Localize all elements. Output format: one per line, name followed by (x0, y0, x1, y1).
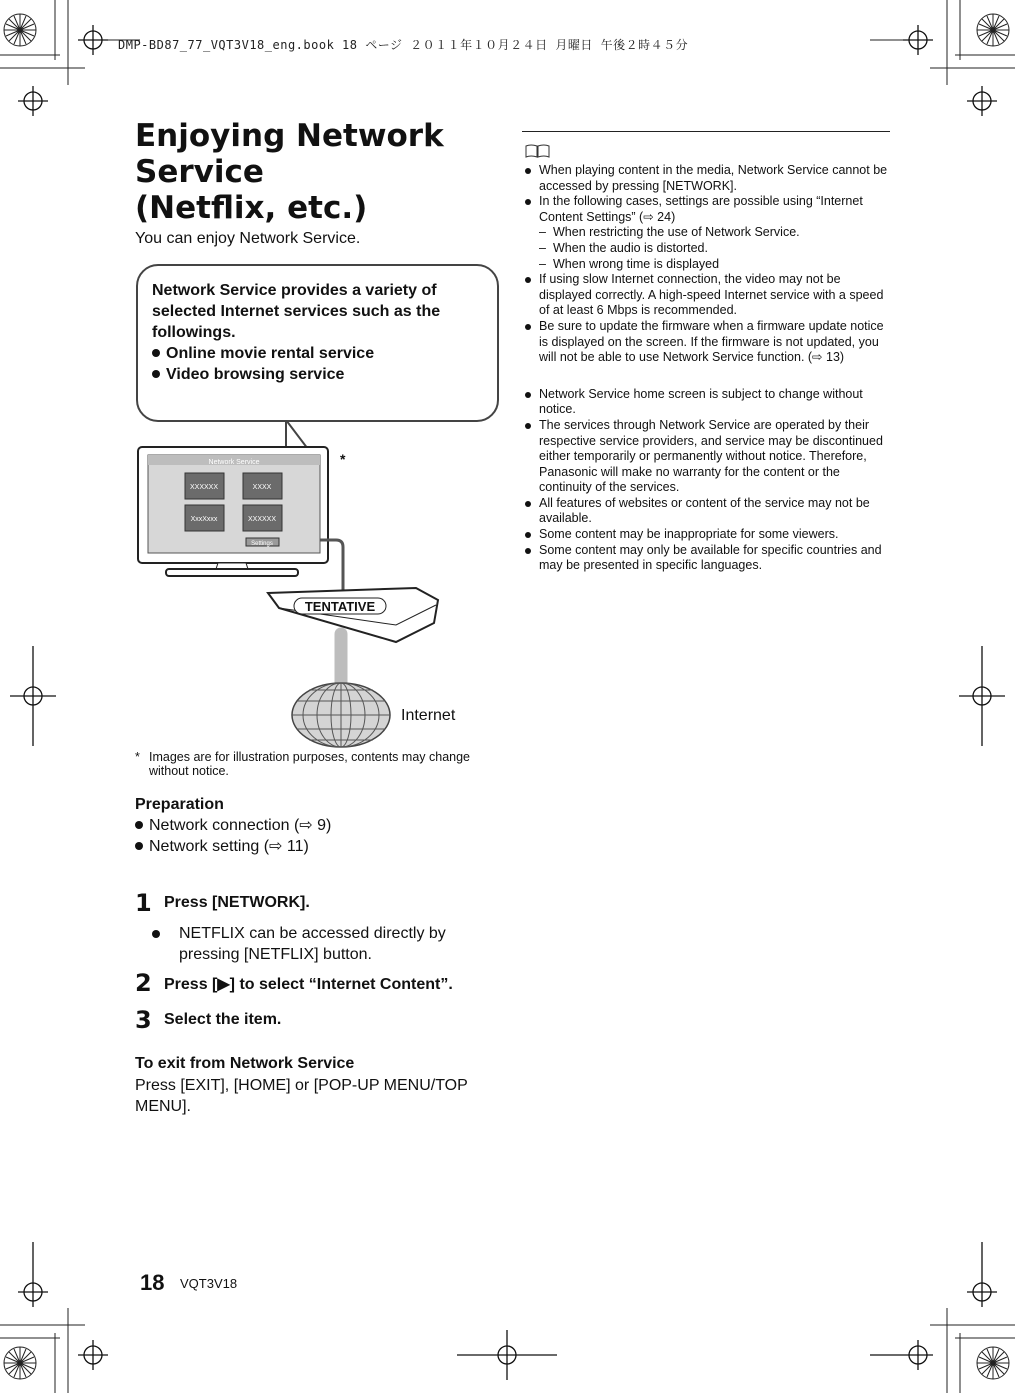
note-item: All features of websites or content of the service may not be available. (525, 496, 890, 527)
bullet-icon (525, 501, 531, 507)
step-1-note: NETFLIX can be accessed directly by pressing [NETFLIX] button. (152, 923, 482, 965)
internet-globe-icon (292, 683, 390, 747)
illustration-footnote (135, 750, 505, 778)
note-item: Some content may only be available for specific countries and may be presented in specific languages. (525, 543, 890, 574)
bubble-text: Network Service provides a variety of selected Internet services such as the followings. (152, 282, 441, 341)
note-item: When playing content in the media, Network Service cannot be accessed by pressing [NETWORK]. (525, 163, 890, 194)
page-number: 18 (140, 1270, 165, 1295)
title-line-3: (Netflix, etc.) (135, 190, 368, 226)
tv-settings-label: Settings (251, 541, 273, 547)
step-label: Select the item. (164, 1011, 282, 1028)
bullet-icon (525, 168, 531, 174)
network-illustration (136, 420, 506, 750)
tv-tile-4: XXXXXX (247, 516, 277, 523)
note-subitem: – When the audio is distorted. (539, 240, 708, 255)
bullet-icon (525, 548, 531, 554)
note-item: Be sure to update the firmware when a firmware update notice is displayed on the screen. If the firmware is not updated, you will not be able to use Network Service function. (⇨ 13) (525, 319, 890, 366)
step-number: 2 (135, 969, 152, 997)
bullet-icon (525, 199, 531, 205)
step-label: Press [▶] to select “Internet Content”. (164, 976, 453, 993)
title-line-2: Service (135, 154, 264, 190)
title-line-1: Enjoying Network (135, 118, 444, 154)
bullet-icon (525, 324, 531, 330)
internet-label: Internet (401, 707, 456, 724)
bullet-icon (135, 821, 143, 829)
note-item: Network Service home screen is subject to change without notice. (525, 387, 890, 418)
list-item: Network connection (⇨ 9) (135, 815, 331, 836)
bullet-icon (135, 842, 143, 850)
bullet-icon (525, 277, 531, 283)
note-subitem: – When wrong time is displayed (539, 256, 720, 271)
tv-tile-3: XxxXxxx (190, 516, 218, 523)
note-subitem: – When restricting the use of Network Service. (539, 225, 800, 240)
bullet-icon (152, 930, 160, 938)
bubble-list (152, 343, 483, 385)
step-label: Press [NETWORK]. (164, 894, 310, 911)
notes-list (525, 163, 890, 574)
bullet-icon (152, 370, 160, 378)
note-gap (525, 366, 890, 387)
bullet-icon (525, 423, 531, 429)
bullet-icon (152, 349, 160, 357)
note-item: If using slow Internet connection, the video may not be displayed correctly. A high-speed Internet service with a speed of at least 6 Mbps is recommended. (525, 272, 890, 319)
preparation-heading: Preparation (135, 796, 224, 813)
step-number: 3 (135, 1006, 152, 1034)
note-item: In the following cases, settings are possible using “Internet Content Settings” (⇨ 24) (525, 194, 890, 225)
note-item: The services through Network Service are operated by their respective service providers, and service may be discontinued either temporarily or permanently without notice. Therefore, Panasonic will make no warranty for the content or the continuity of the services. (525, 418, 890, 496)
bullet-icon (525, 392, 531, 398)
illustration-asterisk: * (340, 451, 346, 467)
note-item: Some content may be inappropriate for some viewers. (525, 527, 890, 543)
intro-text: You can enjoy Network Service. (135, 230, 361, 247)
footnote-text: Images are for illustration purposes, contents may change without notice. (149, 750, 471, 778)
bluray-player (268, 588, 438, 642)
page-code: VQT3V18 (180, 1276, 238, 1291)
tv-screen-title: Network Service (208, 459, 260, 466)
file-header-line: DMP-BD87_77_VQT3V18_eng.book 18 ページ ２０１１年１０月２４日 月曜日 午後２時４５分 (118, 38, 689, 52)
page-title (135, 118, 515, 226)
note-book-icon (525, 143, 551, 159)
speech-bubble (136, 264, 499, 422)
bubble-item: Video browsing service (152, 364, 483, 385)
divider (522, 131, 890, 132)
exit-heading: To exit from Network Service (135, 1055, 355, 1072)
tv-tile-1: XXXXXX (189, 484, 219, 491)
bullet-icon (525, 532, 531, 538)
tv-tile-2: XXXX (252, 484, 272, 491)
player-label: TENTATIVE (304, 599, 376, 614)
exit-text: Press [EXIT], [HOME] or [POP-UP MENU/TOP MENU]. (135, 1077, 468, 1115)
footnote-mark: * (135, 750, 140, 764)
preparation-list (135, 815, 331, 857)
bubble-item: Online movie rental service (152, 343, 483, 364)
list-item: Network setting (⇨ 11) (135, 836, 331, 857)
step-number: 1 (135, 889, 152, 917)
